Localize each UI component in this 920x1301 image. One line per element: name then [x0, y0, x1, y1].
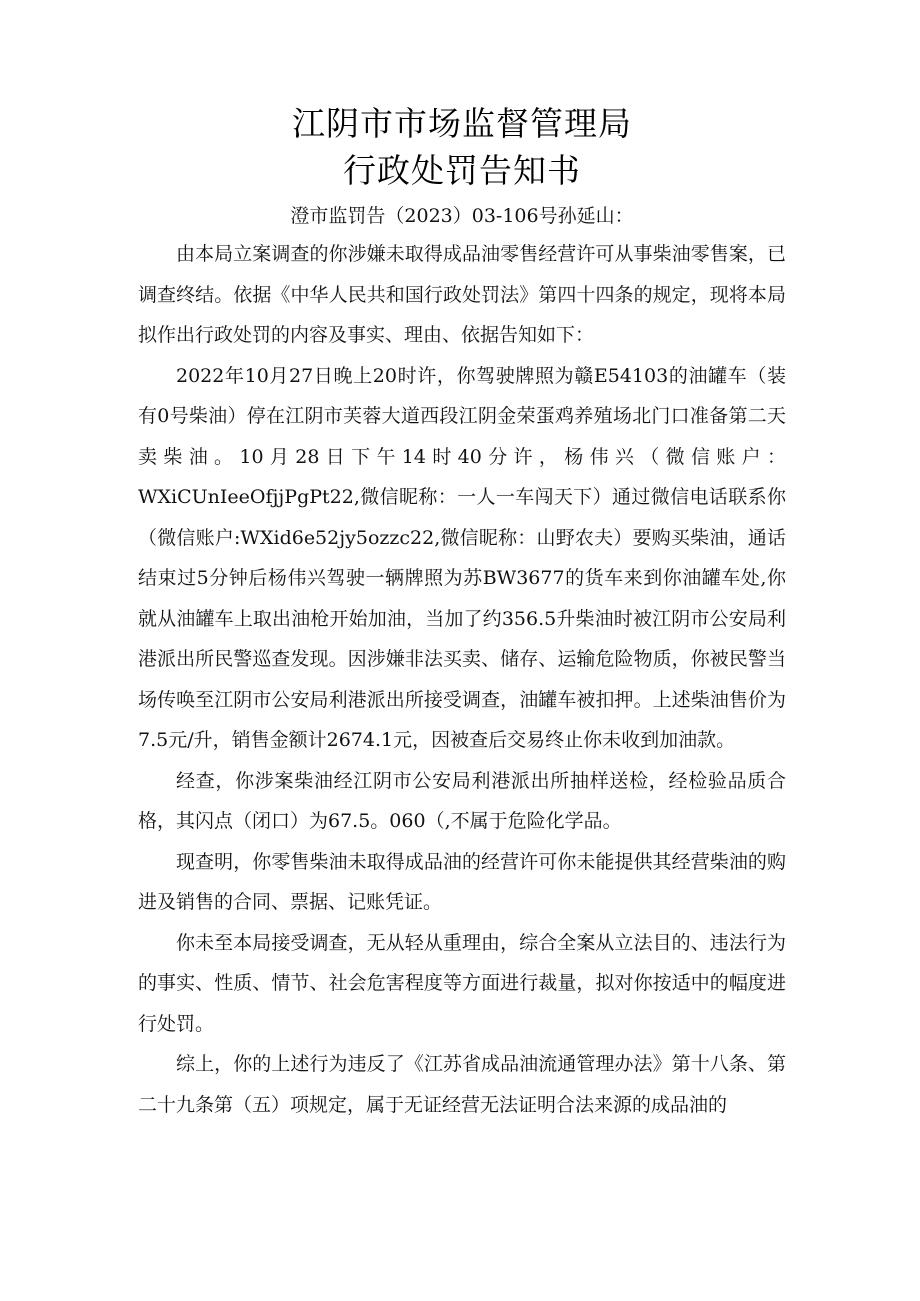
paragraph-findings: 现查明，你零售柴油未取得成品油的经营许可你未能提供其经营柴油的购进及销售的合同、票据、记账凭证。 — [138, 850, 786, 913]
paragraph-discretion: 你未至本局接受调查，无从轻从重理由，综合全案从立法目的、违法行为的事实、性质、情节、社会危害程度等方面进行裁量，拟对你按适中的幅度进行处罚。 — [138, 931, 786, 1035]
document-page — [138, 100, 786, 1125]
title-line-agency: 江阴市市场监督管理局 — [292, 104, 632, 143]
paragraph-facts: 2022年10月27日晚上20时许，你驾驶牌照为赣E54103的油罐车（装有0号柴油）停在江阴市芙蓉大道西段江阴金荣蛋鸡养殖场北门口准备第二天卖柴油。10月28日下午14时40分许，杨伟兴（微信账户：WXiCUnIeeOfjjPgPt22,微信昵称：一人一车闯天下）通过微信电话联系你（微信账户:WXid6e52jy5ozzc22,微信昵称：山野农夫）要购买柴油，通话结束过5分钟后杨伟兴驾驶一辆牌照为苏BW3677的货车来到你油罐车处,你就从油罐车上取出油枪开始加油，当加了约356.5升柴油时被江阴市公安局利港派出所民警巡查发现。因涉嫌非法买卖、储存、运输危险物质，你被民警当场传唤至江阴市公安局利港派出所接受调查，油罐车被扣押。上述柴油售价为7.5元/升，销售金额计2674.1元，因被查后交易终止你未收到加油款。 — [138, 364, 786, 751]
paragraph-intro: 由本局立案调查的你涉嫌未取得成品油零售经营许可从事柴油零售案，已调查终结。依据《中华人民共和国行政处罚法》第四十四条的规定，现将本局拟作出行政处罚的内容及事实、理由、依据告知如下： — [138, 243, 786, 346]
paragraph-inspection: 经查，你涉案柴油经江阴市公安局利港派出所抽样送检，经检验品质合格，其闪点（闭口）为67.5。060（,不属于危险化学品。 — [138, 769, 786, 832]
document-number: 澄市监罚告（2023）03-106号孙延山： — [290, 205, 634, 227]
document-title — [138, 100, 786, 194]
paragraph-conclusion: 综上，你的上述行为违反了《江苏省成品油流通管理办法》第十八条、第二十九条第（五）项规定，属于无证经营无法证明合法来源的成品油的 — [138, 1053, 786, 1116]
title-line-notice: 行政处罚告知书 — [343, 151, 581, 190]
